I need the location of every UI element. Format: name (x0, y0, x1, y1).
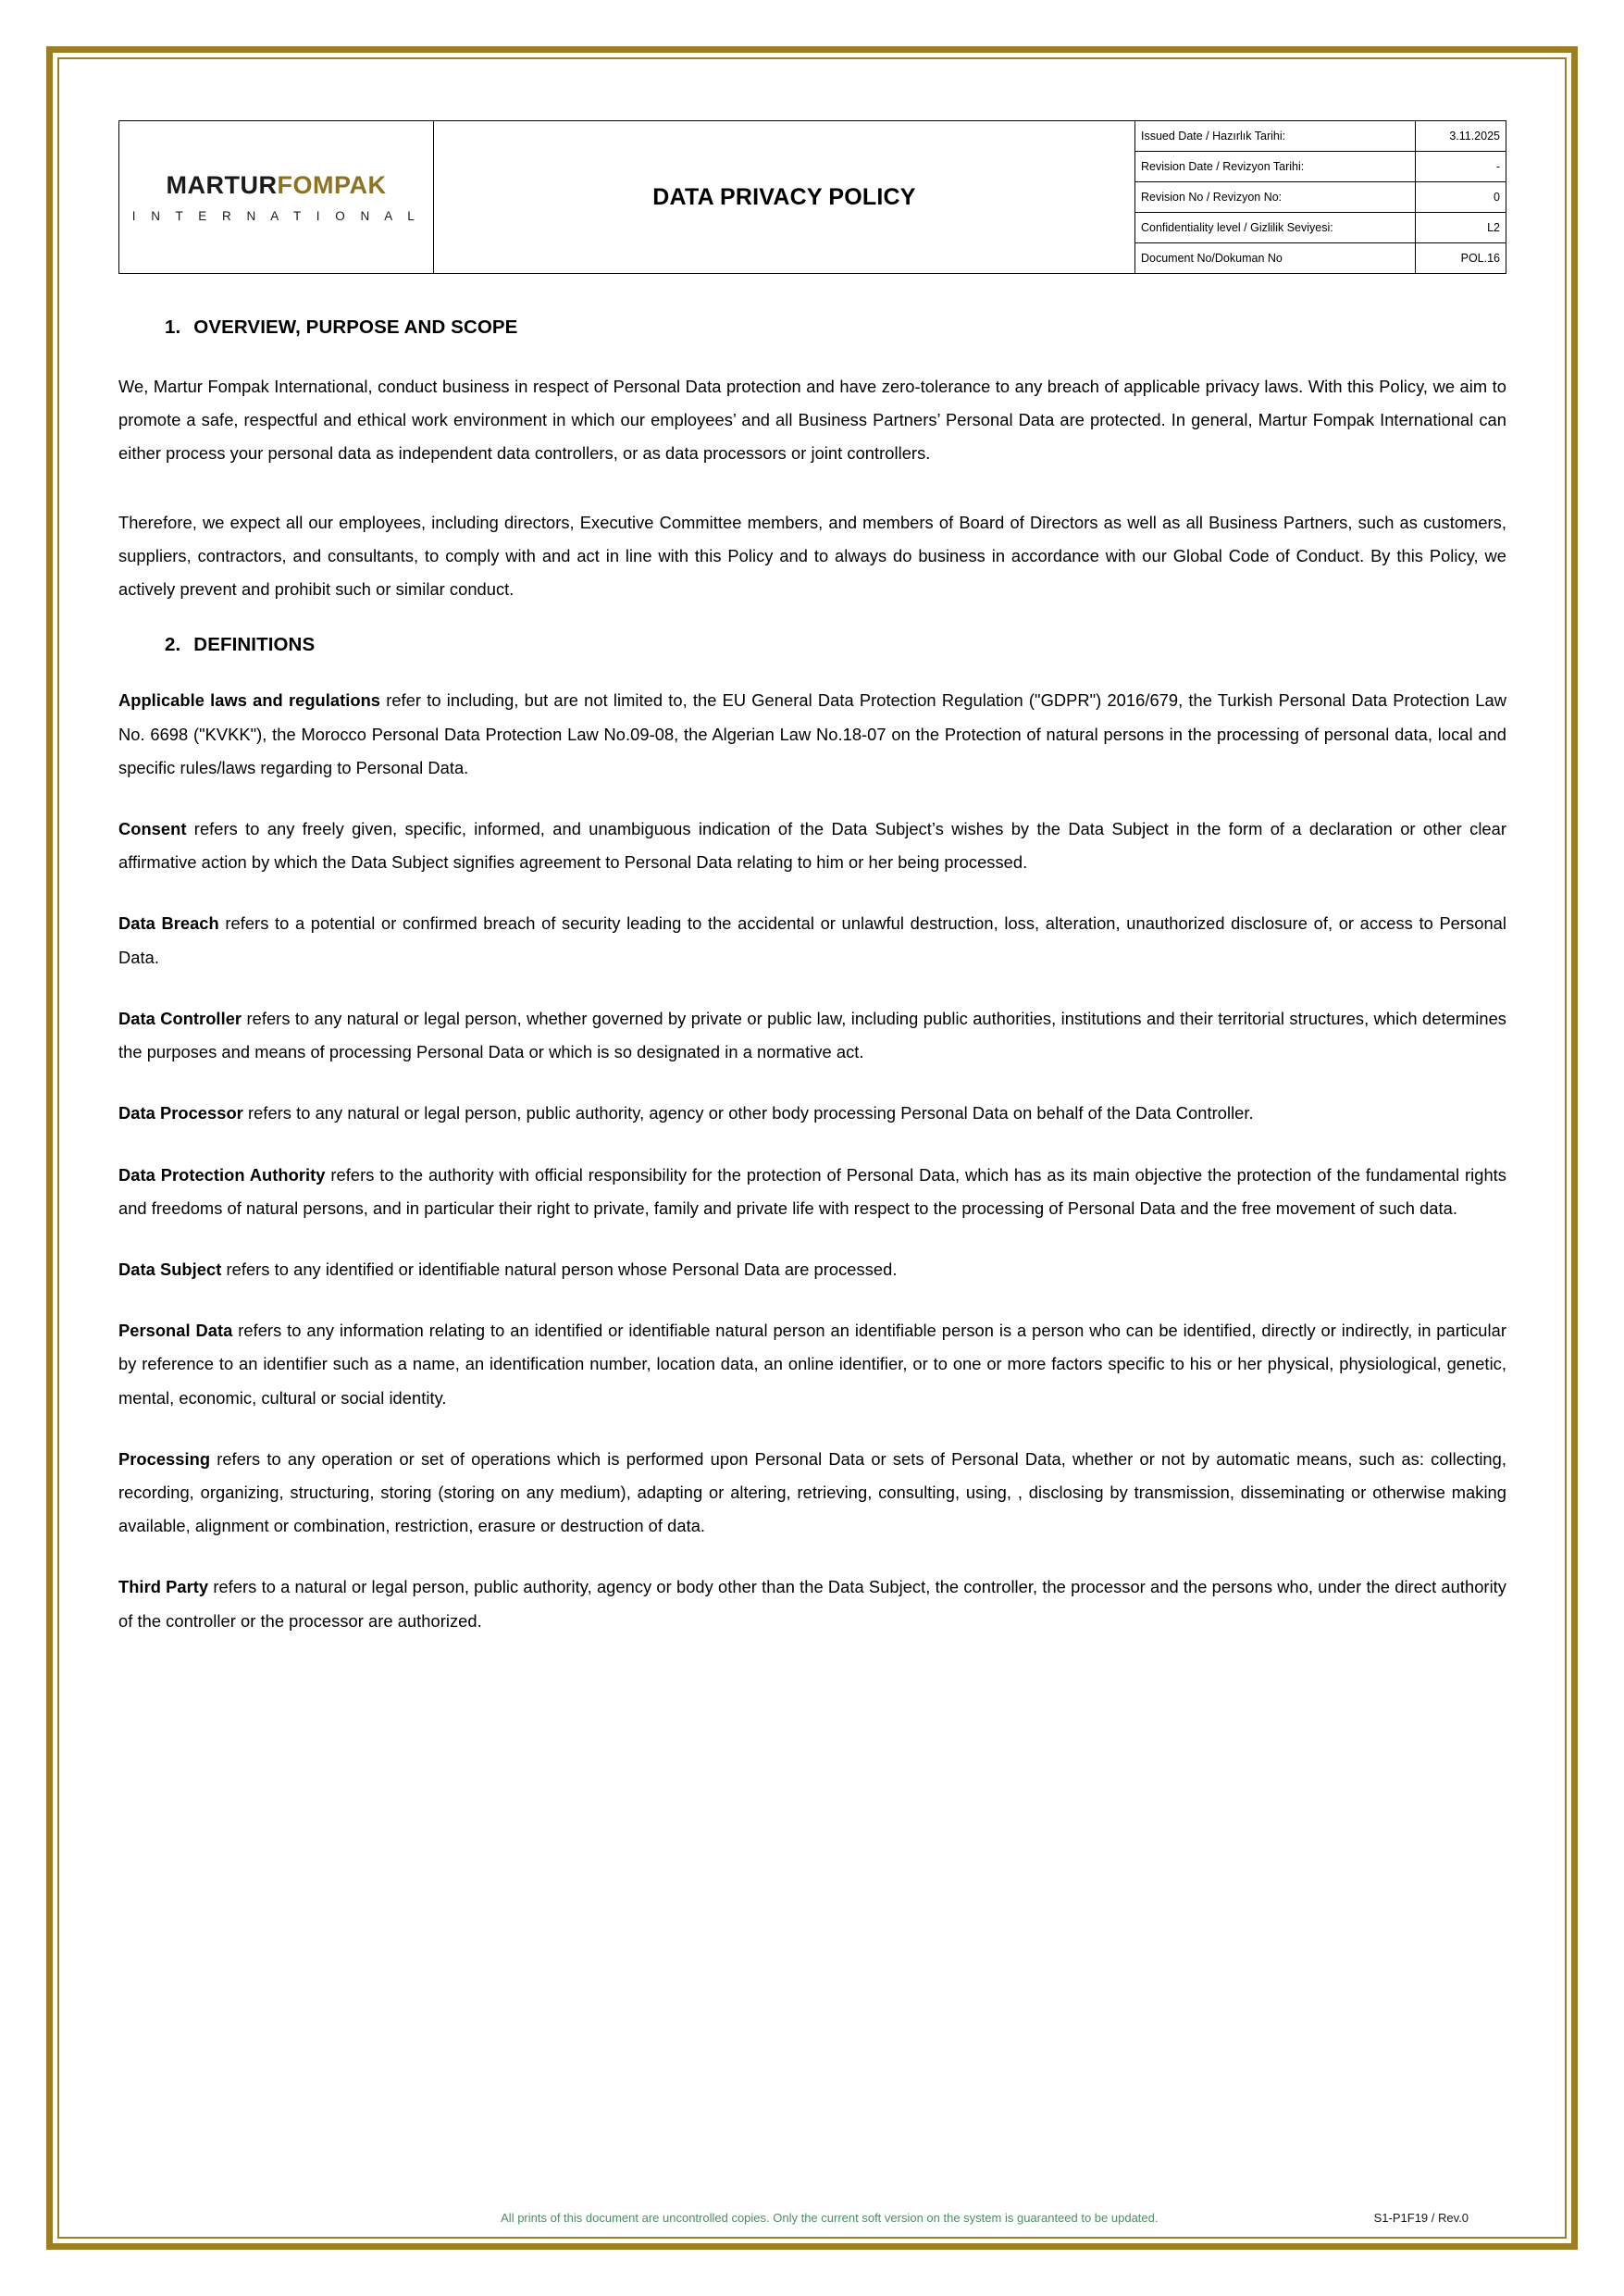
meta-label: Document No/Dokuman No (1135, 243, 1416, 274)
definition-text: refer to including, but are not limited to, the EU General Data Protection Regulation ("GDPR") 2016/679, the Turkish Personal Data Protection Law No. 6698 ("KVKK"), the Morocco Personal Data Protection Law No.09-08, the Algerian Law No.18-07 on the Protection of natural persons in the processing of personal data, local and specific rules/laws regarding to Personal Data. (118, 690, 1506, 777)
meta-row (1135, 121, 1506, 152)
definition-item (118, 1159, 1506, 1225)
meta-label: Revision No / Revizyon No: (1135, 182, 1416, 213)
section-title: DEFINITIONS (193, 634, 316, 656)
definition-term: Data Protection Authority (118, 1164, 326, 1185)
definition-text: refers to any natural or legal person, whether governed by private or public law, including public authorities, institutions and their territorial structures, which determines the purposes and means of processing Personal Data or which is so designated in a normative act. (118, 1008, 1506, 1062)
footer-reference: S1-P1F19 / Rev.0 (1373, 2210, 1469, 2225)
definition-term: Consent (118, 818, 187, 838)
definition-text: refers to the authority with official responsibility for the protection of Personal Data, which has as its main objective the protection of the fundamental rights and freedoms of natural persons, and in particular their right to private, family and private life with respect to the processing of Personal Data and the free movement of such data. (118, 1164, 1506, 1218)
definition-text: refers to a potential or confirmed breach of security leading to the accidental or unlawful destruction, loss, alteration, unauthorized disclosure of, or access to Personal Data. (118, 913, 1506, 967)
definition-term: Applicable laws and regulations (118, 690, 381, 711)
meta-row (1135, 213, 1506, 243)
section-number: 1. (165, 316, 181, 338)
document-title: DATA PRIVACY POLICY (434, 121, 1135, 273)
meta-label: Revision Date / Revizyon Tarihi: (1135, 152, 1416, 182)
meta-value: 0 (1416, 182, 1506, 213)
document-header (118, 120, 1506, 274)
logo-wordmark-fompak: FOMPAK (277, 171, 387, 199)
definition-item (118, 813, 1506, 879)
definition-item (118, 1253, 1506, 1286)
definition-text: refers to a natural or legal person, public authority, agency or body other than the Data Subject, the controller, the processor and the persons who, under the direct authority of the controller or the processor are authorized. (118, 1577, 1507, 1631)
definition-item (118, 1097, 1506, 1130)
meta-value: - (1416, 152, 1506, 182)
meta-label: Confidentiality level / Gizlilik Seviyesi: (1135, 213, 1416, 243)
definition-text: refers to any information relating to an identified or identifiable natural person an identifiable person is a person who can be identified, directly or indirectly, in particular by reference to an identifier such as a name, an identification number, location data, an online identifier, or to one or more factors specific to his or her physical, physiological, genetic, mental, economic, cultural or social identity. (118, 1321, 1506, 1408)
document-meta-table (1135, 121, 1506, 273)
paragraph-overview-2: Therefore, we expect all our employees, including directors, Executive Committee members, and members of Board of Directors as well as all Business Partners, such as customers, suppliers, contractors, and consultants, to comply with and act in line with this Policy and to always do business in accordance with our Global Code of Conduct. By this Policy, we actively prevent and prohibit such or similar conduct. (118, 512, 1506, 600)
section-title: OVERVIEW, PURPOSE AND SCOPE (193, 316, 518, 338)
logo-subtitle: I N T E R N A T I O N A L (131, 209, 421, 223)
definition-text: refers to any operation or set of operations which is performed upon Personal Data or sets of Personal Data, whether or not by automatic means, such as: collecting, recording, organizing, structuring, storing (storing on any medium), adapting or altering, retrieving, consulting, using, , disclosing by transmission, disseminating or otherwise making available, alignment or combination, restriction, erasure or destruction of data. (118, 1448, 1506, 1536)
meta-row (1135, 152, 1506, 182)
meta-row (1135, 243, 1506, 274)
definition-term: Data Subject (118, 1259, 222, 1279)
definition-item (118, 1002, 1506, 1069)
meta-value: L2 (1416, 213, 1506, 243)
meta-label: Issued Date / Hazırlık Tarihi: (1135, 121, 1416, 152)
definition-term: Data Controller (118, 1008, 242, 1028)
definition-term: Personal Data (118, 1321, 233, 1341)
logo-wordmark (167, 171, 387, 200)
company-logo (119, 121, 434, 273)
definition-text: refers to any natural or legal person, public authority, agency or other body processing Personal Data on behalf of the Data Controller. (242, 1103, 1254, 1123)
definition-item (118, 684, 1506, 785)
definition-text: refers to any identified or identifiable natural person whose Personal Data are processed. (221, 1259, 898, 1279)
definition-item (118, 1570, 1506, 1637)
logo-wordmark-martur: MARTUR (166, 171, 278, 199)
definition-term: Processing (118, 1448, 211, 1469)
section-heading-overview (165, 316, 1506, 339)
definition-term: Data Breach (118, 913, 219, 934)
definition-term: Third Party (118, 1577, 209, 1597)
section-heading-definitions (165, 634, 1506, 656)
footer-note: All prints of this document are uncontrolled copies. Only the current soft version on the system is guaranteed to be updated. (501, 2210, 1159, 2225)
paragraph-overview-1: We, Martur Fompak International, conduct business in respect of Personal Data protection and have zero-tolerance to any breach of applicable privacy laws. With this Policy, we aim to promote a safe, respectful and ethical work environment in which our employees’ and all Business Partners’ Personal Data are protected. In general, Martur Fompak International can either process your personal data as independent data controllers, or as data processors or joint controllers. (118, 377, 1506, 464)
definition-text: refers to any freely given, specific, informed, and unambiguous indication of the Data Subject’s wishes by the Data Subject in the form of a declaration or other clear affirmative action by which the Data Subject signifies agreement to Personal Data relating to him or her being processed. (118, 818, 1506, 873)
meta-value: 3.11.2025 (1416, 121, 1506, 152)
definition-term: Data Processor (118, 1103, 243, 1123)
document-content (118, 120, 1506, 1666)
definition-item (118, 1314, 1506, 1415)
definition-item (118, 1443, 1506, 1544)
definition-item (118, 907, 1506, 974)
section-number: 2. (165, 634, 181, 656)
document-footer (118, 2196, 1506, 2239)
meta-value: POL.16 (1416, 243, 1506, 274)
meta-row (1135, 182, 1506, 213)
